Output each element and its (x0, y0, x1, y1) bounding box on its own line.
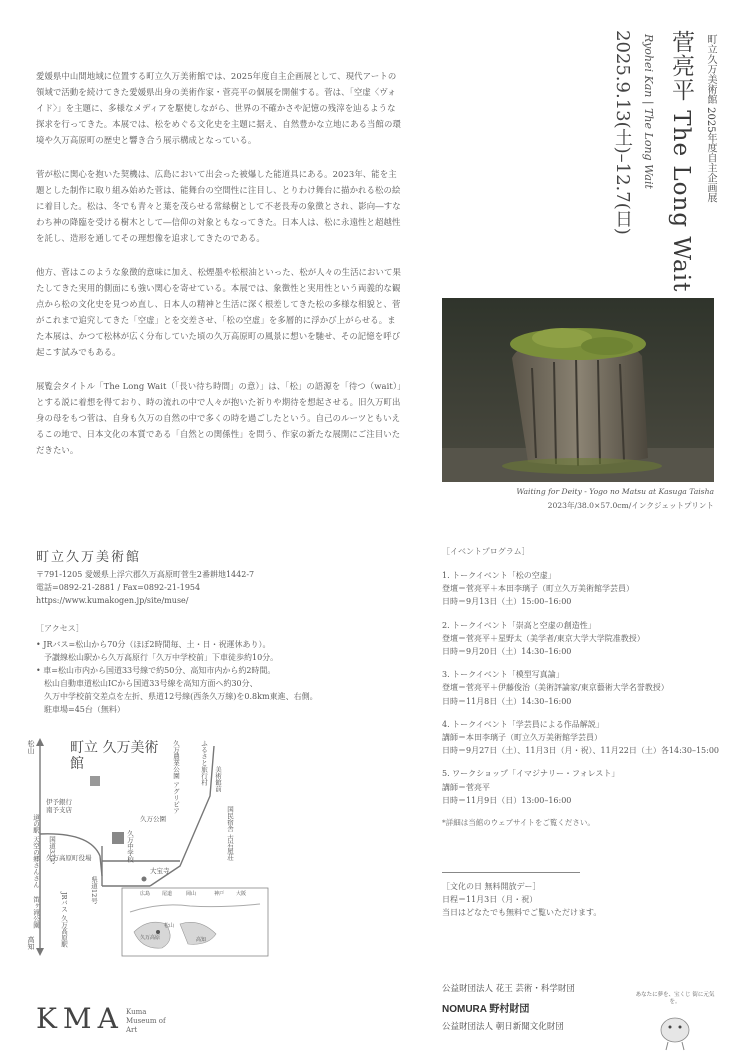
paragraph-1: 愛媛県中山間地域に位置する町立久万美術館では、2025年度自主企画展として、現代アートの領域で活動を続けてきた愛媛県出身の美術作家・菅亮平の個展を開催する。菅は、「空虚〈ヴォイド〉」を主題に、多様なメディアを駆使しながら、世界の不確かさや記憶の残滓を辿るような探求を行ってきた。本展では、松をめぐる文化史を主題に据え、自然豊かな立地にある当館の環境や久万高原町の歴史と響き合う展示構成となっている。 (36, 71, 401, 145)
access-section (36, 622, 426, 716)
inset-label: 岡山 (186, 891, 197, 897)
museum-contact (36, 568, 416, 607)
event-item (442, 619, 742, 659)
program-note: *詳細は当館のウェブサイトをご覧ください。 (442, 818, 595, 828)
program-section (442, 546, 742, 828)
event-title: 3. トークイベント「模型写真論」 (442, 670, 564, 680)
map-label-school: 久万中学校 (126, 830, 134, 863)
access-line: 予讃線松山駅から久万高原行「久万中学校前」下車徒歩約10分。 (36, 653, 279, 662)
artwork-caption-title: Waiting for Deity - Yogo no Matsu at Kasuga Taisha (516, 487, 714, 496)
event-datetime: 日時＝9月27日（土）、11月3日（月・祝）、11月22日（土）各14:30–15:00 (442, 746, 720, 756)
event-item (442, 569, 742, 609)
access-line: • 車=松山市内から国道33号線で約50分、高知市内から約2時間。 (36, 666, 276, 675)
event-speakers: 講師＝菅亮平 (442, 782, 490, 792)
map-label-roadside: 道の駅 天空の郷さんさん (32, 814, 40, 888)
paragraph-4: 展覧会タイトル「The Long Wait（「長い待ち時間」の意）」は、「松」の語源を「待つ（wait）」とする説に着想を得ており、時の流れの中で人々が抱いた祈りや期待を想起させる。旧久万町出身の母をもつ菅は、自身も久万の自然の中で多くの時を過ごしたという。自己のルーツともいえるこの地で、日本文化の本質である「自然との関係性」を問う、作家の新たな展開にご注目いただきたい。 (36, 381, 402, 455)
event-speakers: 登壇＝菅亮平＋伊藤俊治（美術評論家/東京藝術大学名誉教授） (442, 683, 669, 693)
map-label-hall: 久万農業公園 アグリピア (172, 740, 180, 814)
tree-stump-image (442, 298, 714, 482)
inset-label: 大阪 (236, 891, 247, 897)
museum-url-link[interactable]: https://www.kumakogen.jp/site/muse/ (36, 596, 189, 605)
map-label-furusato: ふるさと旅行村 (200, 740, 208, 786)
takarakuji-badge (632, 990, 718, 1054)
map-label-jr-bus: JRバス 久万高原駅 (60, 892, 68, 948)
inset-label: 尾道 (162, 891, 173, 897)
access-line: 松山自動車道松山ICから国道33号線を高知方面へ約30分、 (36, 679, 258, 688)
badge-text: あなたに夢を、宝くじ 街に元気を。 (635, 992, 715, 1005)
museum-address: 〒791-1205 愛媛県上浮穴郡久万高原町菅生2番耕地1442-7 (36, 570, 255, 579)
intro-text (36, 68, 404, 458)
map-label-matsuyama: 松山 (27, 740, 35, 754)
event-speakers: 登壇＝菅亮平＋本田李璃子（町立久万美術館学芸員） (442, 584, 634, 594)
map-label-iyo-bank: 伊予銀行 南予支店 (46, 798, 72, 814)
map-label-town-office: 久万高原町役場 (46, 854, 92, 862)
event-item (442, 668, 742, 708)
map-label-kokumin: 国民宿舎 古岩屋荘 (226, 806, 234, 861)
exhibition-dates: 2025.9.13(土)–12.7(日) (612, 30, 633, 235)
map-label-kuma-park: 久万公園 (140, 815, 166, 823)
event-datetime: 日時＝9月13日（土）15:00–16:00 (442, 597, 572, 607)
inset-label: 高知 (196, 937, 207, 943)
inset-label: 神戸 (214, 891, 225, 897)
culture-day-heading: ［文化の日 無料開放デー］ (442, 882, 541, 891)
event-datetime: 日時＝11月9日（日）13:00–16:00 (442, 795, 572, 805)
event-title: 2. トークイベント「崇高と空虚の創造性」 (442, 620, 596, 630)
artwork-photo (442, 298, 714, 482)
event-item (442, 767, 742, 807)
event-title: 5. ワークショップ「イマジナリー・フォレスト」 (442, 769, 620, 779)
map-label-kochi: 高知 (27, 936, 35, 950)
culture-day-date: 日程＝11月3日（月・祝） (442, 895, 538, 904)
paragraph-3: 他方、菅はこのような象徴的意味に加え、松煙墨や松根油といった、松が人々の生活において果たしてきた実用的側面にも強い関心を寄せている。本展では、象徴性と実用性という両義的な観点から松の文化史を見つめ直し、日本人の精神と生活に深く根差してきた松の多様な相貌と、菅がこれまで追究してきた「空虚」とを交差させ、「松の空虚」を多層的に浮かび上がらせる。また本展は、かつて松林が広く分布していた頃の久万高原町の風景に想いを馳せ、その記憶を呼び起こす試みでもある。 (36, 267, 401, 357)
event-datetime: 日時＝9月20日（土）14:30–16:00 (442, 647, 572, 657)
inset-label: 久万高原 (140, 935, 161, 941)
culture-day-section (442, 880, 742, 919)
inset-label: 松山 (164, 923, 175, 929)
kma-logo: KMA (36, 1002, 124, 1035)
map-label-mina: 美術館前 (214, 766, 222, 792)
sponsor-kao: 公益財団法人 花王 芸術・科学財団 (442, 984, 575, 994)
event-speakers: 登壇＝菅亮平＋星野太（美学者/東京大学大学院准教授） (442, 633, 645, 643)
paragraph-2: 菅が松に関心を抱いた契機は、広島において出会った被爆した能道具にある。2023年、能を主題とした制作に取り組み始めた菅は、能舞台の空間性に注目し、とりわけ舞台に描かれる松の絵に着目した。松は、冬でも青々と葉を茂らせる常緑樹として不老長寿の象徴とされ、影向―すなわち神の降臨を受ける樹木として―信仰の対象ともなってきた。日本人は、松に永遠性と超越性を託し、造形を通してその理想像を追求してきたのである。 (36, 169, 401, 243)
program-heading: ［イベントプログラム］ (442, 547, 530, 556)
map-label-waterfall: 笛ヶ滝公園 (32, 896, 40, 929)
sponsor-nomura: NOMURA 野村財団 (442, 1004, 530, 1015)
museum-phone: 電話=0892-21-2881 / Fax=0892-21-1954 (36, 583, 201, 592)
event-speakers: 講師＝本田李璃子（町立久万美術館学芸員） (442, 733, 602, 743)
map-label-route33: 国道33号 (48, 836, 56, 864)
exhibition-title: 菅亮平 The Long Wait (668, 30, 694, 293)
access-line: • JRバス=松山から70分（ほぼ2時間毎、土・日・祝運休あり）。 (36, 640, 271, 649)
map-label-route12: 県道12号 (90, 876, 98, 904)
event-item (442, 718, 742, 758)
map-label-daihoji: 大宝寺 (150, 867, 170, 875)
event-title: 4. トークイベント「学芸員による作品解説」 (442, 719, 604, 729)
inset-label: 広島 (140, 891, 151, 897)
sponsor-asahi: 公益財団法人 朝日新聞文化財団 (442, 1022, 564, 1032)
access-line: 駐車場=45台（無料） (36, 705, 125, 714)
access-line: 久万中学校前交差点を左折、県道12号線(西条久万線)を0.8km東進、右側。 (36, 692, 318, 701)
event-title: 1. トークイベント「松の空虚」 (442, 571, 556, 580)
event-datetime: 日時＝11月8日（土）14:30–16:00 (442, 696, 572, 706)
artwork-caption-meta: 2023年/38.0×57.0cm/インクジェットプリント (547, 501, 714, 510)
exhibition-title-en: Ryohei Kan | The Long Wait (642, 34, 655, 189)
museum-name: 町立久万美術館 (36, 550, 142, 565)
access-map (27, 736, 270, 958)
divider (442, 872, 580, 873)
kma-logo-text: Kuma Museum of Art (126, 1008, 166, 1034)
map-label-museum: 町立 久万美術館 (70, 740, 159, 772)
exhibition-subtitle: 町立久万美術館 2025年度自主企画展 (705, 34, 716, 203)
access-heading: ［アクセス］ (36, 624, 84, 633)
culture-day-desc: 当日はどなたでも無料でご覧いただけます。 (442, 908, 602, 917)
